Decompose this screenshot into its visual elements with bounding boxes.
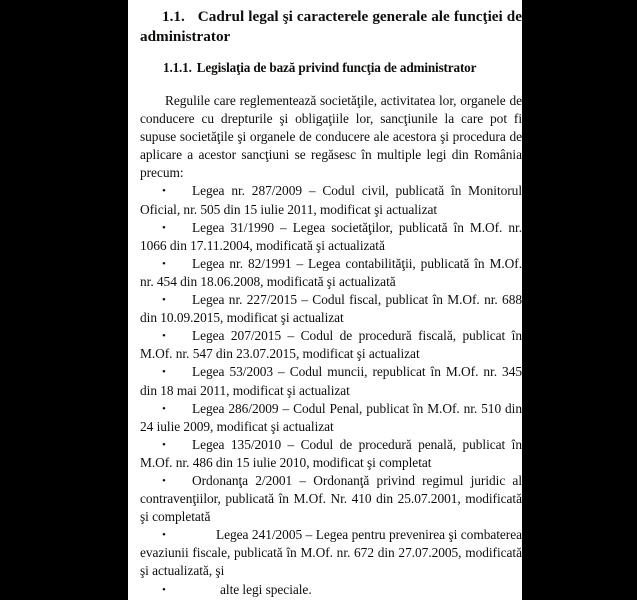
list-item <box>140 291 522 327</box>
list-item-text: Legea nr. 287/2009 – Codul civil, publicată în Monitorul Oficial, nr. 505 din 15 iulie 2011, modificat şi actualizat <box>140 183 522 217</box>
section-subtitle <box>140 46 522 76</box>
bullet-icon: • <box>162 438 166 451</box>
list-item-text: Legea 207/2015 – Codul de procedură fiscală, publicat în M.Of. nr. 547 din 23.07.2015, modificat şi actualizat <box>140 328 522 362</box>
bullet-icon: • <box>162 257 166 270</box>
list-item-text: Legea 31/1990 – Legea societăţilor, publicată în M.Of. nr. 1066 din 17.11.2004, modificată şi actualizată <box>140 219 522 253</box>
bullet-icon: • <box>162 294 166 307</box>
page-sheet <box>128 0 522 600</box>
list-item-text: Legea nr. 227/2015 – Codul fiscal, publicat în M.Of. nr. 688 din 10.09.2015, modificat şi actualizat <box>140 292 522 326</box>
list-item-text: Legea 135/2010 – Codul de procedură penală, publicat în M.Of. nr. 486 din 15 iulie 2010, modificat şi completat <box>140 436 522 470</box>
heading-1-text: Cadrul legal şi caracterele generale ale funcţiei de administrator <box>140 8 522 45</box>
list-item <box>140 327 522 363</box>
list-item <box>140 182 522 218</box>
list-item <box>140 526 522 580</box>
page-title <box>140 0 522 46</box>
heading-2-number: 1.1.1. <box>163 60 192 75</box>
list-item-text: Legea 53/2003 – Codul muncii, republicat în M.Of. nr. 345 din 18 mai 2011, modificat şi actualizat <box>140 364 522 398</box>
list-item-text: Legea 241/2005 – Legea pentru prevenirea şi combaterea evaziunii fiscale, publicată în M.Of. nr. 672 din 27.07.2005, modificată şi actualizată, şi <box>140 527 522 579</box>
bullet-icon: • <box>162 330 166 343</box>
bullet-icon: • <box>162 474 166 487</box>
list-item <box>140 400 522 436</box>
bullet-icon: • <box>162 402 166 415</box>
list-item-text: Ordonanţa 2/2001 – Ordonanţă privind regimul juridic al contravenţiilor, publicată în M.Of. Nr. 410 din 25.07.2001, modificată şi completată <box>140 472 522 525</box>
law-reference-list <box>140 182 522 598</box>
list-item <box>140 472 522 526</box>
intro-paragraph: Regulile care reglementează societăţile, activitatea lor, organele de conducere cu drepturile şi obligaţiile lor, sancţiunile la care pot fi supuse societăţile şi organele de conducere ale acestora şi procedura de aplicare a acestor sancţiuni se regăsesc în multiple legi din România precum: <box>140 93 522 181</box>
bullet-icon: • <box>162 366 166 379</box>
list-item <box>140 581 522 599</box>
list-item <box>140 255 522 291</box>
bullet-icon: • <box>162 185 166 198</box>
list-item <box>140 363 522 399</box>
list-item <box>140 436 522 472</box>
bullet-icon: • <box>162 583 166 596</box>
heading-1-number: 1.1. <box>162 8 185 25</box>
heading-2-text: Legislaţia de bază privind funcţia de administrator <box>196 60 477 75</box>
list-item-text: alte legi speciale. <box>220 581 312 597</box>
list-item-text: Legea nr. 82/1991 – Legea contabilităţii, publicată în M.Of. nr. 454 din 18.06.2008, modificată şi actualizată <box>140 255 522 289</box>
list-item <box>140 219 522 255</box>
bullet-icon: • <box>162 221 166 234</box>
bullet-icon: • <box>162 529 166 542</box>
page-text-column <box>140 0 522 600</box>
list-item-text: Legea 286/2009 – Codul Penal, publicat în M.Of. nr. 510 din 24 iulie 2009, modificat şi actualizat <box>140 400 522 434</box>
